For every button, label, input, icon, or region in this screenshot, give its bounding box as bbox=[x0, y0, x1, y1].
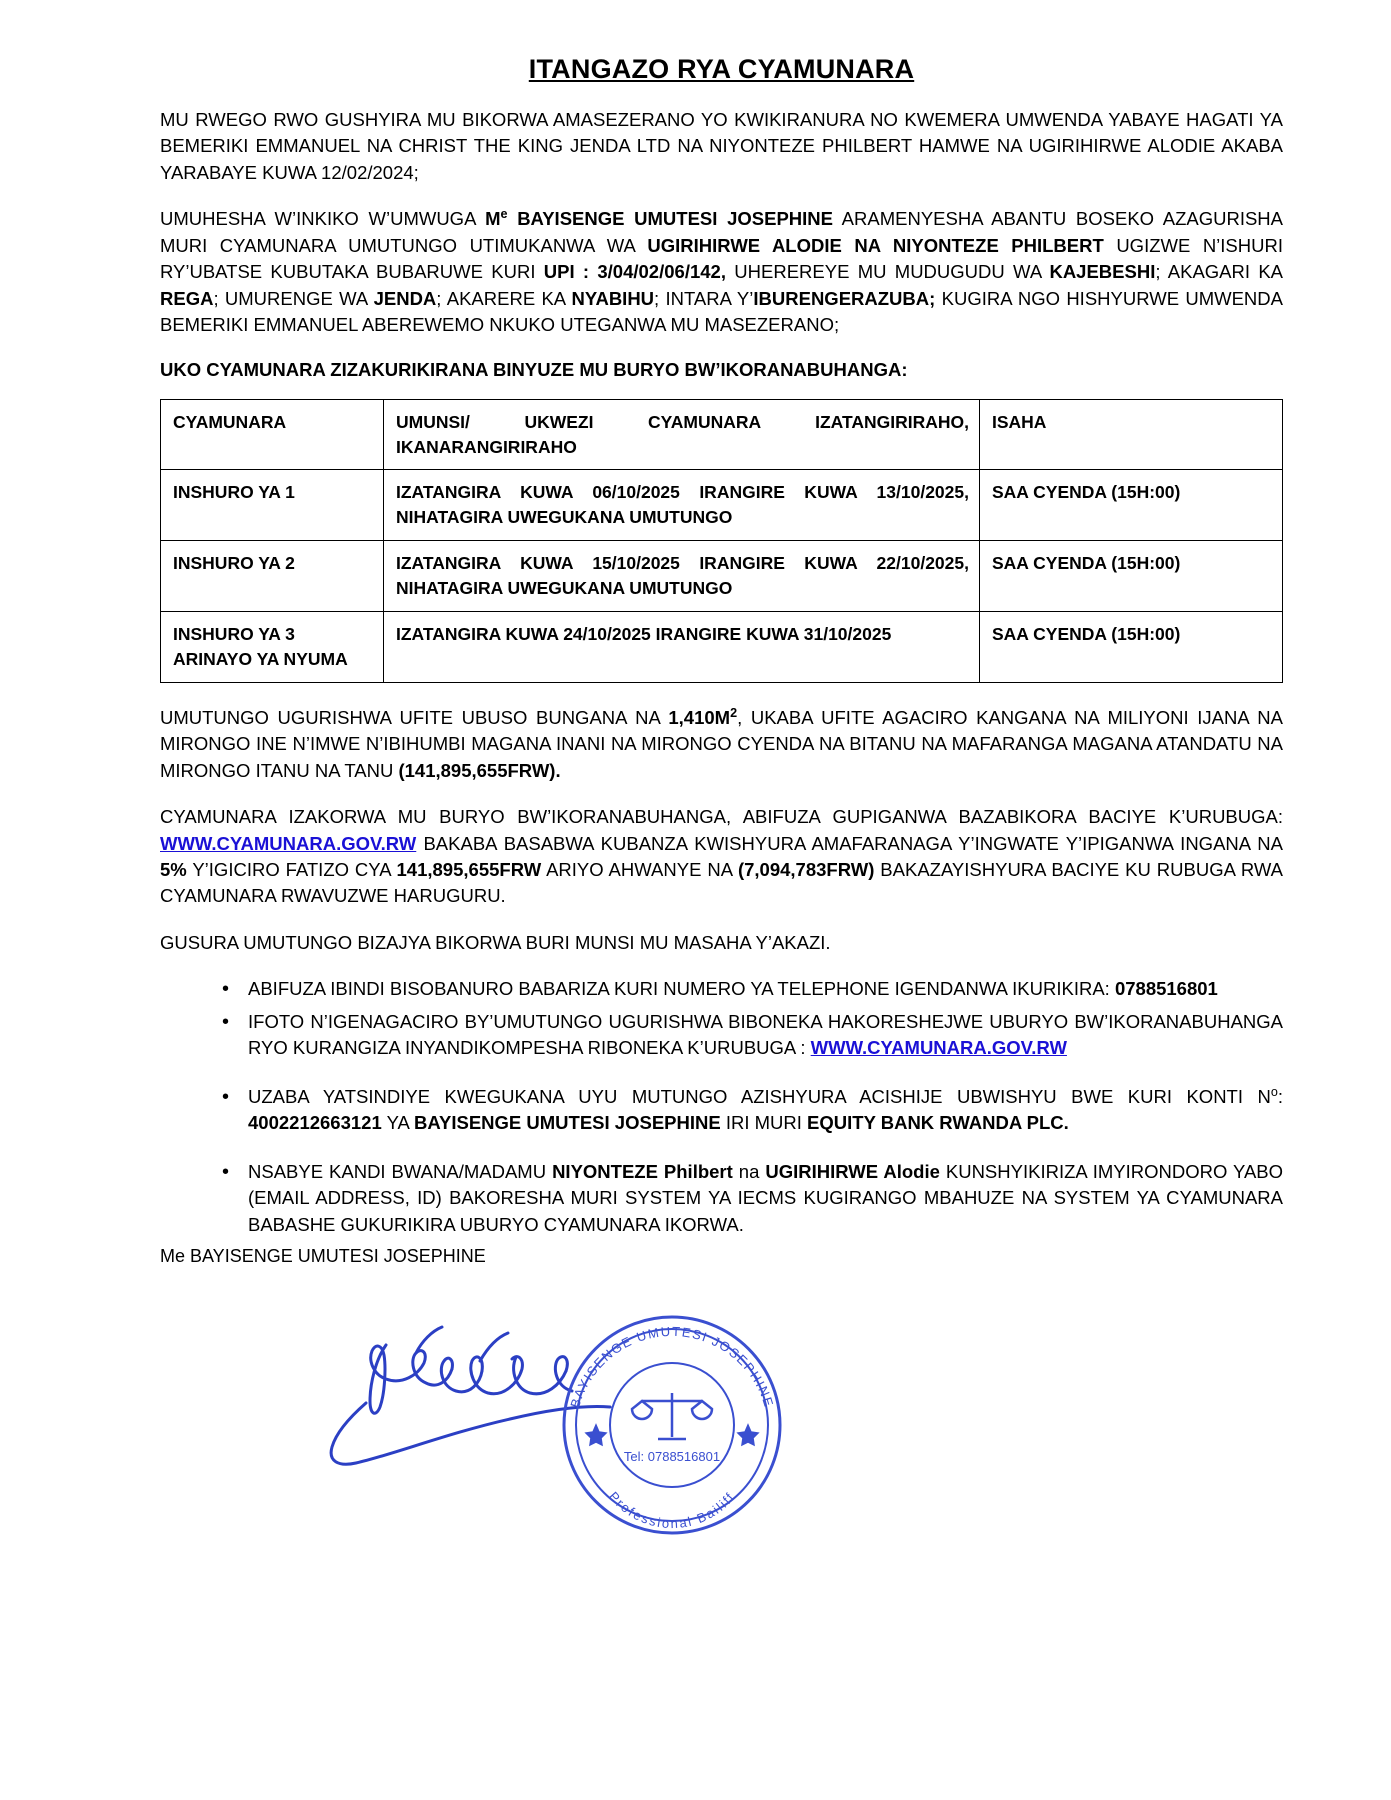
surface-area-value: 1,410M bbox=[668, 706, 731, 728]
table-row bbox=[161, 541, 1283, 612]
text-fragment: KUGIRA NGO HISHYURWE UMWENDA BEMERIKI EMMANUEL ABEREWEMO NKUKO UTEGANWA MU MASEZERANO; bbox=[160, 287, 1283, 336]
list-item bbox=[222, 976, 1283, 1002]
scales-icon bbox=[632, 1393, 712, 1439]
text-fragment: UMUTUNGO UGURISHWA UFITE UBUSO BUNGANA NA bbox=[160, 706, 669, 728]
property-value-amount: (141,895,655FRW). bbox=[398, 759, 561, 781]
stamp-top-text: BAYISENGE UMUTESI JOSEPHINE bbox=[567, 1323, 777, 1410]
text-fragment: BAKABA BASABWA KUBANZA KWISHYURA AMAFARANAGA Y’INGWATE Y’IPIGANWA INGANA NA bbox=[416, 832, 1283, 854]
owners-names: UGIRIHIRWE ALODIE NA NIYONTEZE PHILBERT bbox=[647, 234, 1104, 256]
text-fragment: KUNSHYIKIRIZA IMYIRONDORO YABO (EMAIL ADDRESS, ID) BAKORESHA MURI SYSTEM YA IECMS KUGIRANGO MBAHUZE NA SYSTEM YA CYAMUNARA BABASHE GUKURIKIRA UBURYO CYAMUNARA IKORWA. bbox=[248, 1160, 1284, 1235]
text-fragment: ; AKAGARI KA bbox=[1155, 261, 1283, 283]
ordinal-superscript: o bbox=[1270, 1084, 1278, 1099]
list-item bbox=[222, 1009, 1283, 1062]
column-header-dates: UMUNSI/ UKWEZI CYAMUNARA IZATANGIRIRAHO, IKANARANGIRIRAHO bbox=[384, 399, 980, 470]
account-holder-name: BAYISENGE UMUTESI JOSEPHINE bbox=[414, 1112, 721, 1134]
text-fragment: YA bbox=[381, 1112, 414, 1134]
bailiff-title-superscript: e bbox=[500, 207, 508, 222]
debtor-name-2: UGIRIHIRWE Alodie bbox=[765, 1160, 940, 1182]
phone-number: 0788516801 bbox=[1114, 978, 1218, 1000]
debtor-name-1: NIYONTEZE Philbert bbox=[552, 1160, 733, 1182]
surface-area-exponent: 2 bbox=[730, 705, 738, 720]
text-fragment: ARAMENYESHA ABANTU BOSEKO AZAGURISHA MURI CYAMUNARA UMUTUNGO UTIMUKANWA WA bbox=[160, 208, 1283, 256]
signature-and-stamp bbox=[180, 1297, 820, 1557]
auction-round-label: INSHURO YA 2 bbox=[161, 541, 384, 612]
text-fragment: na bbox=[732, 1160, 766, 1182]
auction-schedule-table bbox=[160, 399, 1283, 683]
table-header-row bbox=[161, 399, 1283, 470]
auction-time: SAA CYENDA (15H:00) bbox=[980, 541, 1283, 612]
cell-name: REGA bbox=[160, 287, 214, 309]
auction-round-label: INSHURO YA 1 bbox=[161, 470, 384, 541]
bailiff-title: M bbox=[485, 208, 501, 230]
text-fragment: CYAMUNARA IZAKORWA MU BURYO BW’IKORANABUHANGA, ABIFUZA GUPIGANWA BAZABIKORA BACIYE K’URUBUGA: bbox=[160, 806, 1283, 828]
text-fragment: ; INTARA Y’ bbox=[654, 287, 754, 309]
text-fragment: UZABA YATSINDIYE KWEGUKANA UYU MUTUNGO AZISHYURA ACISHIJE UBWISHYU BWE KURI KONTI N bbox=[248, 1085, 1271, 1107]
signer-name: Me BAYISENGE UMUTESI JOSEPHINE bbox=[160, 1246, 486, 1267]
official-stamp bbox=[564, 1317, 780, 1533]
auction-round-label: INSHURO YA 3 ARINAYO YA NYUMA bbox=[161, 611, 384, 682]
online-auction-paragraph bbox=[160, 804, 1283, 910]
text-fragment: UMUHESHA W’INKIKO W’UMWUGA bbox=[160, 208, 486, 230]
village-name: KAJEBESHI bbox=[1049, 261, 1156, 283]
stamp-bottom-text: Professional Bailiff bbox=[606, 1488, 738, 1532]
upi-number: UPI : 3/04/02/06/142, bbox=[543, 261, 726, 283]
text-fragment: IFOTO N’IGENAGACIRO BY’UMUTUNGO UGURISHWA BIBONEKA HAKORESHEJWE UBURYO BW’IKORANABUHANGA RYO KURANGIZA INYANDIKOMPESHA RIBONEKA K’URUBUGA : bbox=[248, 1010, 1283, 1059]
stamp-phone-text: Tel: 0788516801 bbox=[623, 1449, 721, 1465]
text-fragment: ; AKARERE KA bbox=[436, 287, 572, 309]
text-fragment: ; UMURENGE WA bbox=[213, 287, 374, 309]
bailiff-name: BAYISENGE UMUTESI JOSEPHINE bbox=[507, 208, 833, 230]
page-title: ITANGAZO RYA CYAMUNARA bbox=[528, 54, 915, 84]
deposit-percentage: 5% bbox=[160, 858, 187, 880]
auction-time: SAA CYENDA (15H:00) bbox=[980, 470, 1283, 541]
auction-dates: IZATANGIRA KUWA 24/10/2025 IRANGIRE KUWA 31/10/2025 bbox=[384, 611, 980, 682]
bailiff-announcement-paragraph bbox=[160, 206, 1283, 338]
svg-text:Professional Bailiff bbox=[606, 1489, 738, 1531]
text-fragment: Y’IGICIRO FATIZO CYA bbox=[186, 858, 397, 880]
notes-list bbox=[178, 976, 1283, 1238]
auction-dates: IZATANGIRA KUWA 15/10/2025 IRANGIRE KUWA 22/10/2025, NIHATAGIRA UWEGUKANA UMUTUNGO bbox=[384, 541, 980, 612]
text-fragment: IRI MURI bbox=[720, 1112, 808, 1134]
property-surface-paragraph bbox=[160, 705, 1283, 785]
auction-time: SAA CYENDA (15H:00) bbox=[980, 611, 1283, 682]
text-fragment: ARIYO AHWANYE NA bbox=[541, 858, 738, 880]
visit-paragraph: GUSURA UMUTUNGO BIZAJYA BIKORWA BURI MUNSI MU MASAHA Y’AKAZI. bbox=[160, 931, 831, 953]
column-header-auction: CYAMUNARA bbox=[161, 399, 384, 470]
text-fragment: : bbox=[1277, 1085, 1283, 1107]
district-name: NYABIHU bbox=[571, 287, 655, 309]
text-fragment: , UKABA UFITE AGACIRO KANGANA NA MILIYONI IJANA NA MIRONGO INE N’IMWE N’IBIHUMBI MAGANA INANI NA MIRONGO CYENDA NA BITANU NA MAFARANGA MAGANA ATANDATU NA MIRONGO ITANU NA TANU bbox=[160, 706, 1283, 781]
sector-name: JENDA bbox=[373, 287, 437, 309]
auction-dates: IZATANGIRA KUWA 06/10/2025 IRANGIRE KUWA 13/10/2025, NIHATAGIRA UWEGUKANA UMUTUNGO bbox=[384, 470, 980, 541]
list-item bbox=[222, 1159, 1283, 1238]
text-fragment: UGIZWE N’ISHURI RY’UBATSE KUBUTAKA BUBARUWE KURI bbox=[160, 234, 1283, 283]
signature-area bbox=[160, 1277, 1283, 1577]
table-row bbox=[161, 611, 1283, 682]
text-fragment: BAKAZAYISHYURA BACIYE KU RUBUGA RWA CYAMUNARA RWAVUZWE HARUGURU. bbox=[160, 858, 1283, 907]
column-header-time: ISAHA bbox=[980, 399, 1283, 470]
table-row bbox=[161, 470, 1283, 541]
cyamunara-website-link[interactable]: WWW.CYAMUNARA.GOV.RW bbox=[160, 832, 417, 854]
text-fragment: NSABYE KANDI BWANA/MADAMU bbox=[248, 1160, 553, 1182]
text-fragment: UHEREREYE MU MUDUGUDU WA bbox=[725, 261, 1050, 283]
bank-account-number: 4002212663121 bbox=[248, 1112, 382, 1134]
schedule-heading: UKO CYAMUNARA ZIZAKURIKIRANA BINYUZE MU BURYO BW’IKORANABUHANGA: bbox=[160, 358, 908, 380]
text-fragment: ABIFUZA IBINDI BISOBANURO BABARIZA KURI NUMERO YA TELEPHONE IGENDANWA IKURIKIRA: bbox=[248, 978, 1115, 1000]
base-price-amount: 141,895,655FRW bbox=[396, 858, 542, 880]
deposit-amount: (7,094,783FRW) bbox=[737, 858, 875, 880]
bank-name: EQUITY BANK RWANDA PLC. bbox=[807, 1112, 1069, 1134]
list-item bbox=[222, 1084, 1283, 1137]
province-name: IBURENGERAZUBA; bbox=[753, 287, 936, 309]
cyamunara-website-link[interactable]: WWW.CYAMUNARA.GOV.RW bbox=[810, 1037, 1067, 1059]
intro-paragraph: MU RWEGO RWO GUSHYIRA MU BIKORWA AMASEZERANO YO KWIKIRANURA NO KWEMERA UMWENDA YABAYE HAGATI YA BEMERIKI EMMANUEL NA CHRIST THE KING JENDA LTD NA NIYONTEZE PHILBERT HAMWE NA UGIRIHIRWE ALODIE AKABA YARABAYE KUWA 12/02/2024; bbox=[160, 109, 1283, 183]
